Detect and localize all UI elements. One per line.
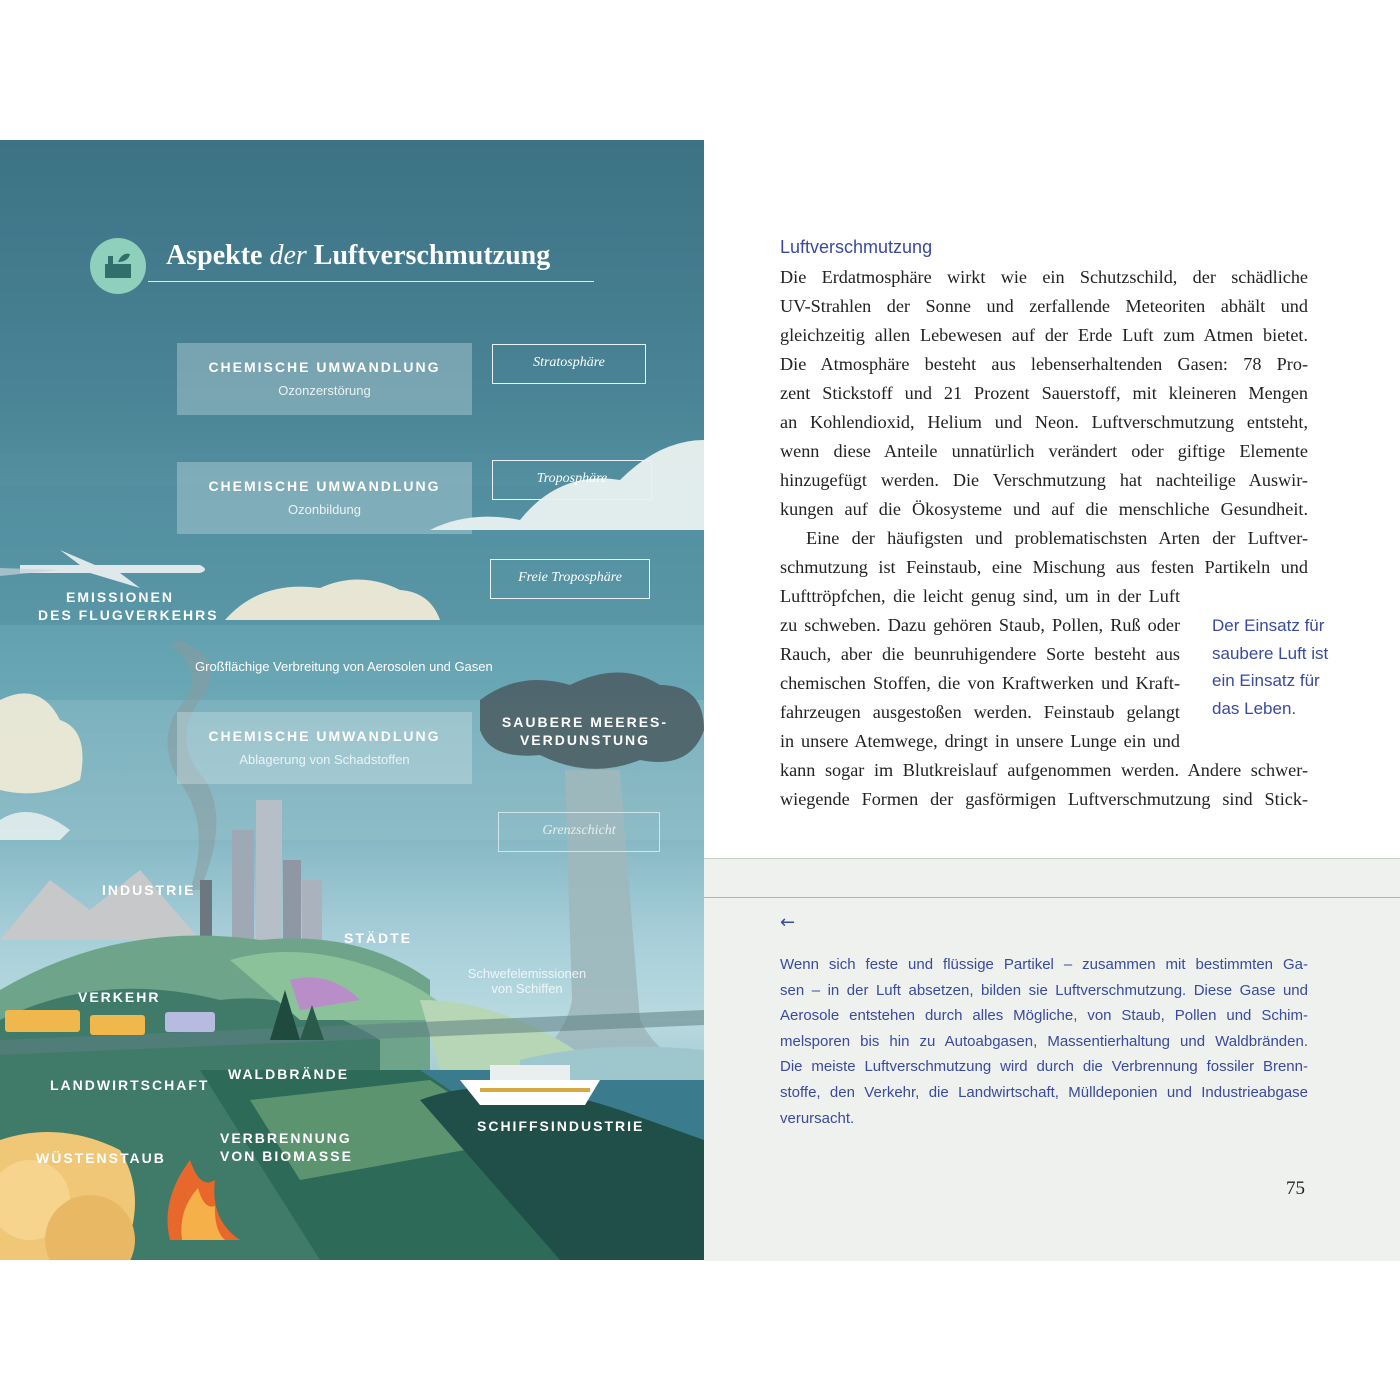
layer-troposphaere: Troposphäre — [492, 460, 652, 500]
body-line: an Kohlendioxid, Helium und Neon. Luftverschmutzung entsteht, — [780, 412, 1308, 432]
layer-stratosphaere: Stratosphäre — [492, 344, 646, 384]
section-heading: Luftverschmutzung — [780, 237, 933, 257]
body-line: hinzugefügt werden. Die Verschmutzung hat nachteilige Auswir- — [780, 470, 1308, 490]
body-line: kann sogar im Blutkreislauf aufgenommen werden. Andere schwer- — [780, 760, 1308, 780]
body-line: zu schweben. Dazu gehören Staub, Pollen, Ruß oder — [780, 615, 1180, 635]
label-waldbraende: WALDBRÄNDE — [228, 1066, 350, 1082]
chem-box-ablagerung: CHEMISCHE UMWANDLUNG Ablagerung von Schadstoffen — [177, 712, 472, 784]
body-line: Die Atmosphäre besteht aus lebenserhaltenden Gasen: 78 Pro- — [780, 354, 1308, 374]
label-verkehr: VERKEHR — [78, 989, 161, 1005]
body-line: fahrzeugen ausgestoßen werden. Feinstaub gelangt — [780, 702, 1180, 722]
title-underline — [148, 281, 594, 282]
caption-line: verursacht. — [780, 1109, 855, 1127]
body-line: Die Erdatmosphäre wirkt wie ein Schutzschild, der schädliche — [780, 267, 1308, 287]
body-line: kungen auf die Ökosysteme und auf die menschliche Gesundheit. — [780, 499, 1308, 519]
caption-line: melsporen bis hin zu Autoabgasen, Massentierhaltung und Waldbränden. — [780, 1032, 1308, 1050]
factory-leaf-icon — [90, 238, 146, 294]
illustration-panel — [0, 140, 704, 1260]
image-caption — [780, 952, 1308, 1131]
label-meeresverdunstung: SAUBERE MEERES- VERDUNSTUNG — [501, 714, 669, 748]
caption-line: Aerosole entstehen durch alles Mögliche, von Staub, Pollen und Schim- — [780, 1007, 1308, 1025]
body-line: wiegende Formen der gasförmigen Luftverschmutzung sind Stick- — [780, 789, 1308, 809]
pull-quote: Der Einsatz für saubere Luft ist ein Einsatz für das Leben. — [1212, 616, 1329, 718]
body-line: zent Stickstoff und 21 Prozent Sauerstoff, mit kleineren Mengen — [780, 383, 1308, 403]
illustration-title: Aspekte der Luftverschmutzung — [166, 240, 551, 271]
caption-line: Wenn sich feste und flüssige Partikel – zusammen mit bestimmten Ga- — [780, 956, 1308, 973]
chem-box-ozonzerstoerung: CHEMISCHE UMWANDLUNG Ozonzerstörung — [177, 343, 472, 415]
body-text — [780, 263, 1308, 814]
body-line: gleichzeitig allen Lebewesen auf der Erde Luft zum Atmen bietet. — [780, 325, 1308, 345]
caption-line: stoffe, den Verkehr, die Landwirtschaft, Mülldeponien und Industrieabgase — [780, 1083, 1308, 1101]
caption-divider — [704, 897, 1400, 898]
label-schiffsindustrie: SCHIFFSINDUSTRIE — [477, 1118, 645, 1134]
body-line: Lufttröpfchen, die leicht genug sind, um in der Luft — [780, 586, 1180, 606]
chem-box-ozonbildung: CHEMISCHE UMWANDLUNG Ozonbildung — [177, 462, 472, 534]
body-line: schmutzung ist Feinstaub, eine Mischung aus festen Partikeln und — [780, 557, 1308, 577]
page-number: 75 — [1286, 1178, 1305, 1199]
body-line: chemischen Stoffen, die von Kraftwerken und Kraft- — [780, 673, 1180, 693]
label-wuestenstaub: WÜSTENSTAUB — [36, 1150, 166, 1166]
label-biomasse: VERBRENNUNG VON BIOMASSE — [220, 1130, 353, 1164]
label-schwefelemissionen: Schwefelemissionen von Schiffen — [467, 966, 587, 996]
body-line: Rauch, aber die beunruhigendere Sorte besteht aus — [780, 644, 1180, 664]
arrow-left-icon: ← — [780, 912, 796, 933]
layer-grenzschicht: Grenzschicht — [498, 812, 660, 852]
label-landwirtschaft: LANDWIRTSCHAFT — [50, 1077, 210, 1093]
label-staedte: STÄDTE — [344, 930, 412, 946]
body-line: in unsere Atemwege, dringt in unsere Lunge ein und — [780, 731, 1180, 751]
label-aerosole: Großflächige Verbreitung von Aerosolen und Gasen — [195, 659, 493, 674]
label-flugverkehr: EMISSIONEN DES FLUGVERKEHRS — [38, 589, 219, 623]
body-line: wenn diese Anteile unnatürlich verändert oder giftige Elemente — [780, 441, 1308, 461]
caption-line: Die meiste Luftverschmutzung wird durch die Verbrennung fossiler Brenn- — [780, 1058, 1308, 1076]
label-industrie: INDUSTRIE — [102, 882, 196, 898]
layer-freie-troposphaere: Freie Troposphäre — [490, 559, 650, 599]
body-line: UV-Strahlen der Sonne und zerfallende Meteoriten abhält und — [780, 296, 1308, 316]
caption-line: sen – in der Luft absetzen, bilden sie Luftverschmutzung. Diese Gase und — [780, 981, 1308, 999]
body-line: Eine der häufigsten und problematischsten Arten der Luftver- — [806, 528, 1308, 548]
